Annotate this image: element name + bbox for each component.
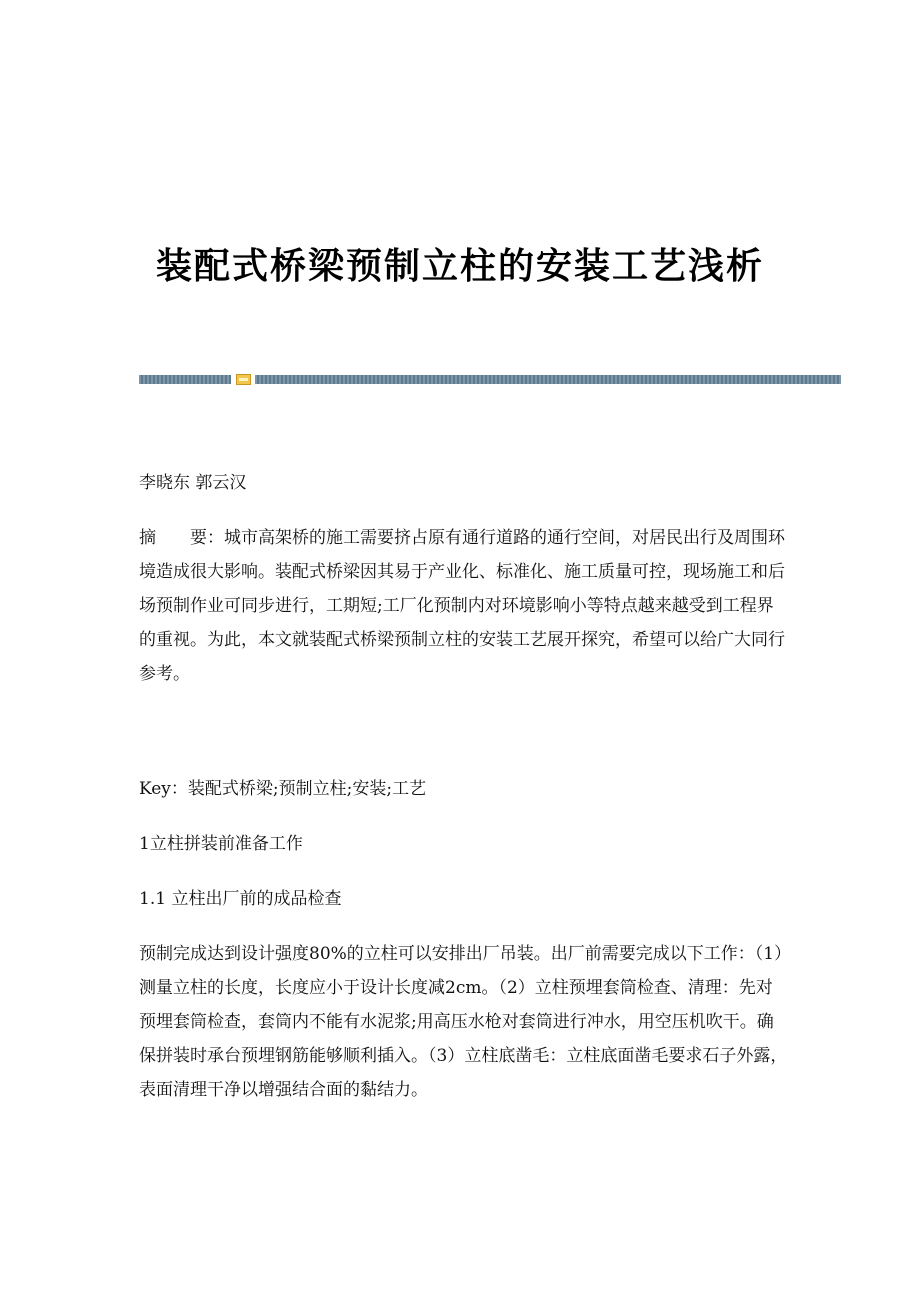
keywords-line: [139, 772, 789, 806]
divider-ornament-icon: [236, 374, 251, 385]
abstract-paragraph: [139, 521, 789, 691]
abstract-label-second: 要：: [190, 528, 224, 548]
keywords-label: Key：: [139, 779, 188, 799]
document-title: 装配式桥梁预制立柱的安装工艺浅析: [155, 245, 764, 288]
abstract-text: 城市高架桥的施工需要挤占原有通行道路的通行空间，对居民出行及周围环境造成很大影响。装配式桥梁因其易于产业化、标准化、施工质量可控，现场施工和后场预制作业可同步进行，工期短;工厂化预制内对环境影响小等特点越来越受到工程界的重视。为此，本文就装配式桥梁预制立柱的安装工艺展开探究，希望可以给广大同行参考。: [139, 528, 785, 684]
divider-right-segment: [255, 375, 841, 384]
body-paragraph: 预制完成达到设计强度80%的立柱可以安排出厂吊装。出厂前需要完成以下工作：（1）测量立柱的长度，长度应小于设计长度减2cm。（2）立柱预埋套筒检查、清理：先对预埋套筒检查，套筒内不能有水泥浆;用高压水枪对套筒进行冲水，用空压机吹干。确保拼装时承台预埋钢筋能够顺利插入。（3）立柱底凿毛：立柱底面凿毛要求石子外露，表面清理干净以增强结合面的黏结力。: [139, 944, 788, 1100]
divider-left-segment: [139, 375, 231, 384]
abstract-label-first: 摘: [139, 528, 156, 548]
section-heading-1: 1立柱拼装前准备工作: [139, 834, 303, 854]
keywords-text: 装配式桥梁;预制立柱;安装;工艺: [187, 779, 427, 799]
authors: 李晓东 郭云汉: [139, 473, 247, 493]
title-divider: [139, 375, 841, 384]
section-heading-1-1: 1.1 立柱出厂前的成品检查: [139, 889, 342, 909]
